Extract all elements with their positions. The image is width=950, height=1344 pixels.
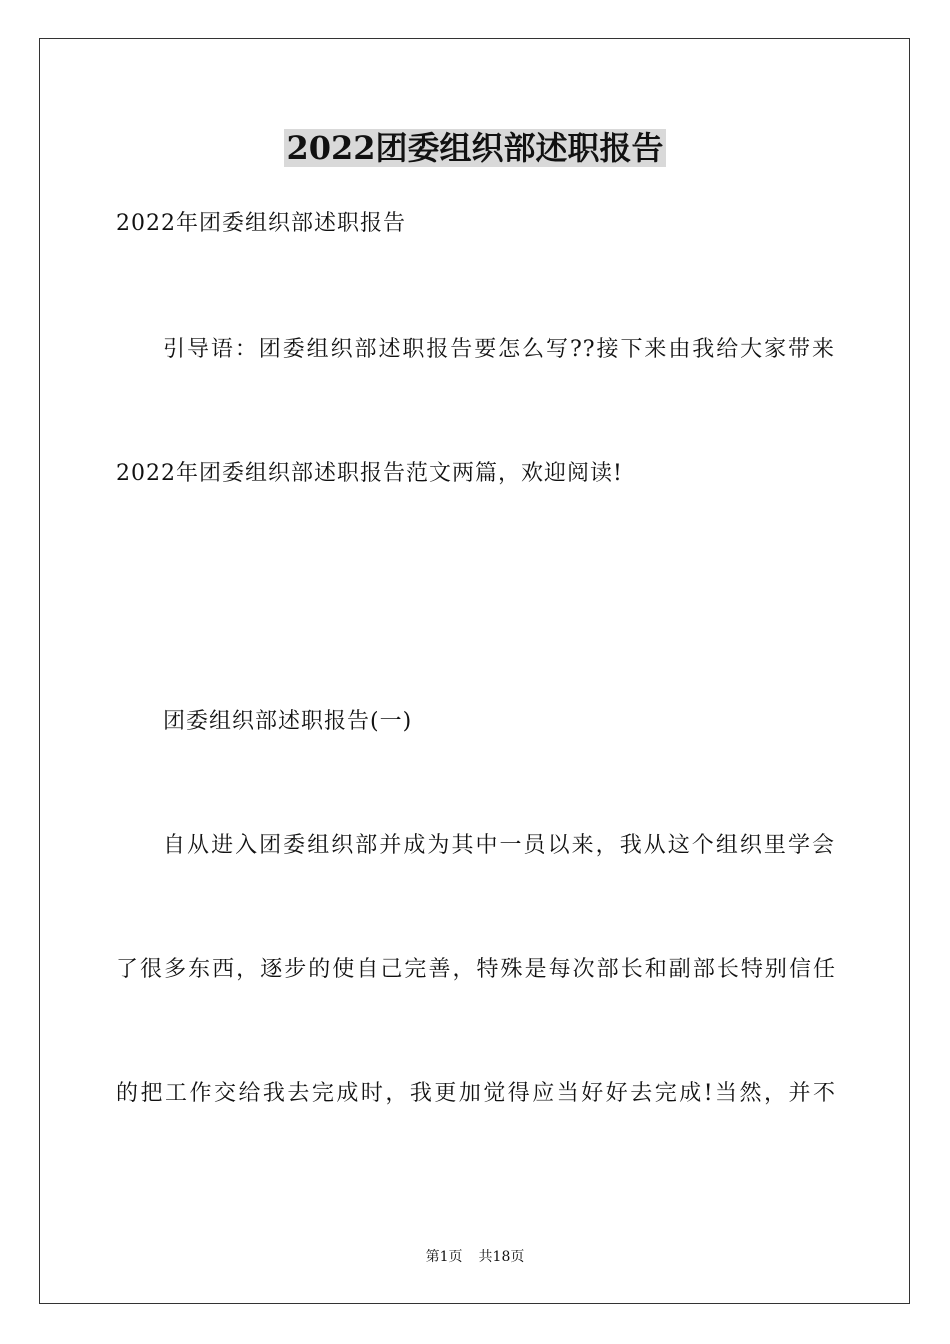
- page-footer: [0, 1247, 950, 1267]
- page-number: 第1页: [425, 1249, 463, 1265]
- paragraph-line-2: 了很多东西，逐步的使自己完善，特殊是每次部长和副部长特别信任: [116, 957, 836, 982]
- document-subtitle: 2022年团委组织部述职报告: [116, 211, 406, 236]
- section-heading: 团委组织部述职报告(一): [163, 709, 413, 734]
- page-total: 共18页: [478, 1249, 525, 1265]
- intro-line-1: 引导语：团委组织部述职报告要怎么写??接下来由我给大家带来: [163, 337, 835, 362]
- paragraph-line-3: 的把工作交给我去完成时，我更加觉得应当好好去完成!当然，并不: [116, 1081, 836, 1106]
- intro-line-2: 2022年团委组织部述职报告范文两篇，欢迎阅读!: [116, 461, 623, 486]
- document-title-text: 2022团委组织部述职报告: [286, 129, 664, 167]
- paragraph-line-1: 自从进入团委组织部并成为其中一员以来，我从这个组织里学会: [163, 833, 835, 858]
- document-title: [0, 126, 950, 170]
